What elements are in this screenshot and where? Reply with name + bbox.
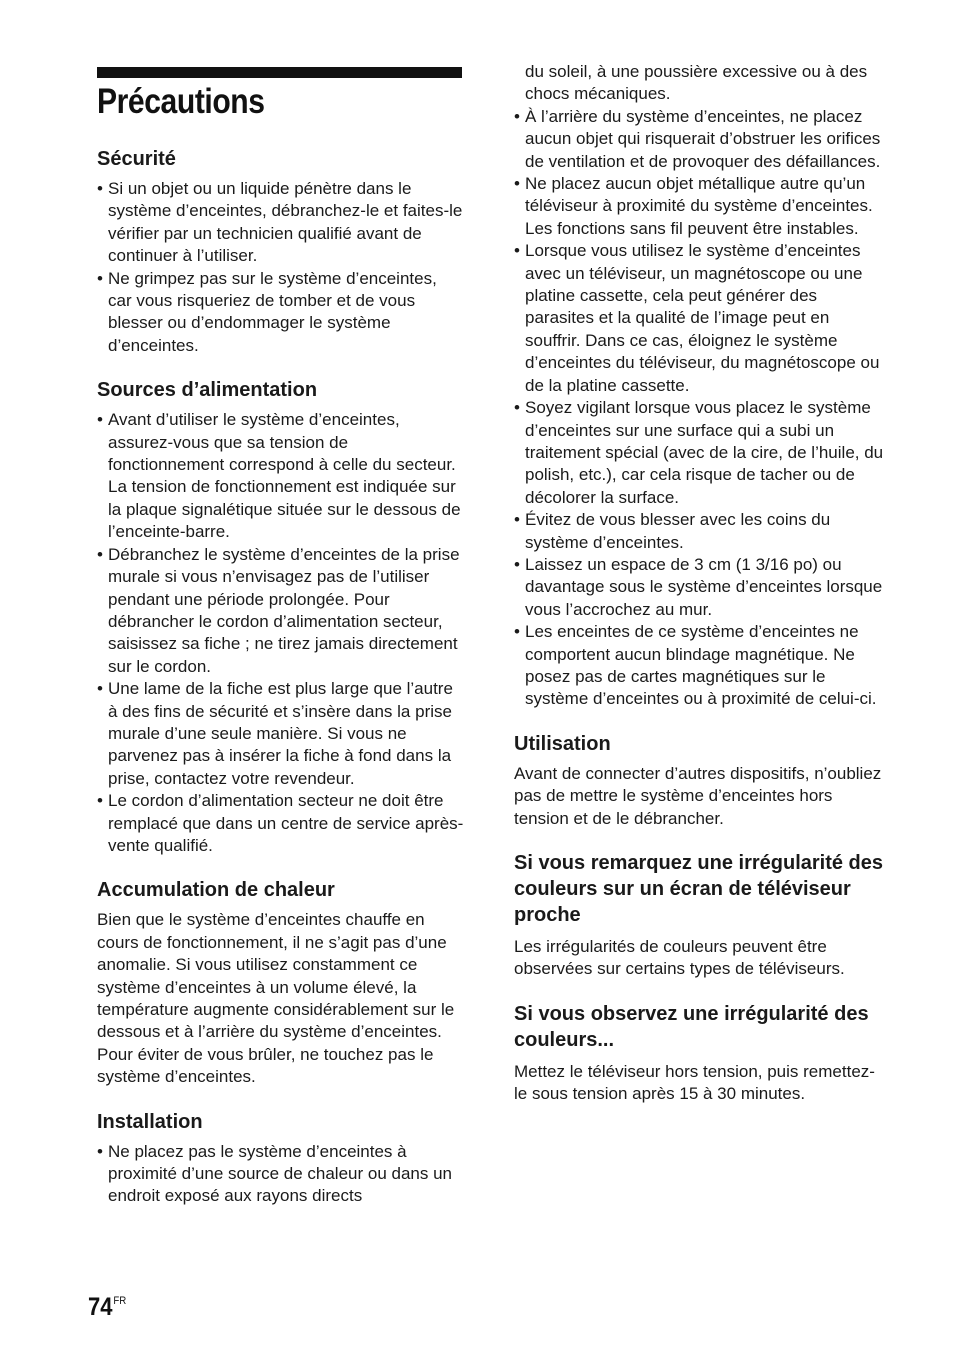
page-title: Précautions xyxy=(97,82,265,121)
section-accumulation-chaleur xyxy=(97,877,465,1088)
section-heading: Si vous observez une irrégularité des couleurs... xyxy=(514,1002,869,1051)
section-installation-continued xyxy=(514,61,886,711)
page-number xyxy=(88,1293,126,1322)
paragraph: Avant de connecter d’autres dispositifs, n’oubliez pas de mettre le système d’enceintes hors tension et de le débrancher. xyxy=(514,763,882,828)
section-irregularite-ecran-proche xyxy=(514,850,886,981)
title-rule xyxy=(97,67,462,78)
list-item: • Une lame de la fiche est plus large que l’autre à des fins de sécurité et s’insère dans la prise murale d’une seule manière. Si vous ne parvenez pas à insérer la fiche à fond dans la prise, contactez votre revendeur. xyxy=(97,678,465,790)
list-item: • Laissez un espace de 3 cm (1 3/16 po) ou davantage sous le système d’enceintes lorsque vous l’accrochez au mur. xyxy=(514,554,886,621)
section-securite xyxy=(97,146,465,357)
section-heading: Installation xyxy=(97,1110,203,1133)
list-item: • Soyez vigilant lorsque vous placez le système d’enceintes sur une surface qui a subi un traitement spécial (avec de la cire, de l’huile, du polish, etc.), car cela risque de tacher ou de décolorer la surface. xyxy=(514,397,886,509)
list-item: • Ne grimpez pas sur le système d’enceintes, car vous risqueriez de tomber et de vous blesser ou d’endommager le système d’enceintes. xyxy=(97,268,465,358)
bullet-list xyxy=(97,178,465,357)
section-heading: Si vous remarquez une irrégularité des couleurs sur un écran de téléviseur proche xyxy=(514,852,884,926)
bullet-list xyxy=(97,1141,465,1208)
section-heading: Accumulation de chaleur xyxy=(97,879,335,902)
section-heading: Sécurité xyxy=(97,148,176,170)
list-item: • Le cordon d’alimentation secteur ne doit être remplacé que dans un centre de service après-vente qualifié. xyxy=(97,790,465,857)
list-item: du soleil, à une poussière excessive ou à des chocs mécaniques. xyxy=(525,62,868,104)
list-item: • Les enceintes de ce système d’enceintes ne comportent aucun blindage magnétique. Ne posez pas de cartes magnétiques sur le système d’enceintes ou à proximité de celui-ci. xyxy=(514,621,886,711)
page-number-value: 74 xyxy=(88,1293,113,1321)
page-language-code: FR xyxy=(113,1295,127,1307)
section-heading: Sources d’alimentation xyxy=(97,379,318,402)
section-irregularite-observee xyxy=(514,1001,886,1106)
section-utilisation xyxy=(514,731,886,830)
bullet-list xyxy=(514,61,886,711)
right-column xyxy=(514,61,886,1126)
left-column xyxy=(97,146,465,1228)
list-item: • À l’arrière du système d’enceintes, ne placez aucun objet qui risquerait d’obstruer les orifices de ventilation et de provoquer des défaillances. xyxy=(514,106,886,173)
paragraph: Bien que le système d’enceintes chauffe en cours de fonctionnement, il ne s’agit pas d’une anomalie. Si vous utilisez constamment ce système d’enceintes à un volume élevé, la température augmente considérablement sur le dessous et à l’arrière du système d’enceintes. Pour éviter de vous brûler, ne touchez pas le système d’enceintes. xyxy=(97,910,455,1087)
list-item: • Ne placez pas le système d’enceintes à proximité d’une source de chaleur ou dans un endroit exposé aux rayons directs xyxy=(97,1141,465,1208)
section-sources-alimentation xyxy=(97,377,465,857)
list-item: • Évitez de vous blesser avec les coins du système d’enceintes. xyxy=(514,509,886,554)
list-item: • Débranchez le système d’enceintes de la prise murale si vous n’envisagez pas de l’utiliser pendant une période prolongée. Pour débrancher le cordon d’alimentation secteur, saisissez sa fiche ; ne tirez jamais directement sur le cordon. xyxy=(97,544,465,678)
list-item: • Avant d’utiliser le système d’enceintes, assurez-vous que sa tension de fonctionnement correspond à celle du secteur. La tension de fonctionnement est indiquée sur la plaque signalétique située sur le dessous de l’enceinte-barre. xyxy=(97,409,465,543)
list-item: • Si un objet ou un liquide pénètre dans le système d’enceintes, débranchez-le et faites-le vérifier par un technicien qualifié avant de continuer à l’utiliser. xyxy=(97,178,465,268)
bullet-list xyxy=(97,409,465,857)
paragraph: Les irrégularités de couleurs peuvent être observées sur certains types de téléviseurs. xyxy=(514,937,845,979)
list-item: • Ne placez aucun objet métallique autre qu’un téléviseur à proximité du système d’enceintes. Les fonctions sans fil peuvent être instables. xyxy=(514,173,886,240)
paragraph: Mettez le téléviseur hors tension, puis remettez-le sous tension après 15 à 30 minutes. xyxy=(514,1061,875,1104)
section-heading: Utilisation xyxy=(514,732,611,755)
section-installation xyxy=(97,1109,465,1208)
list-item: • Lorsque vous utilisez le système d’enceintes avec un téléviseur, un magnétoscope ou une platine cassette, cela peut générer des parasites et la qualité de l’image peut en souffrir. Dans ce cas, éloignez le système d’enceintes du téléviseur, du magnétoscope ou de la platine cassette. xyxy=(514,240,886,397)
